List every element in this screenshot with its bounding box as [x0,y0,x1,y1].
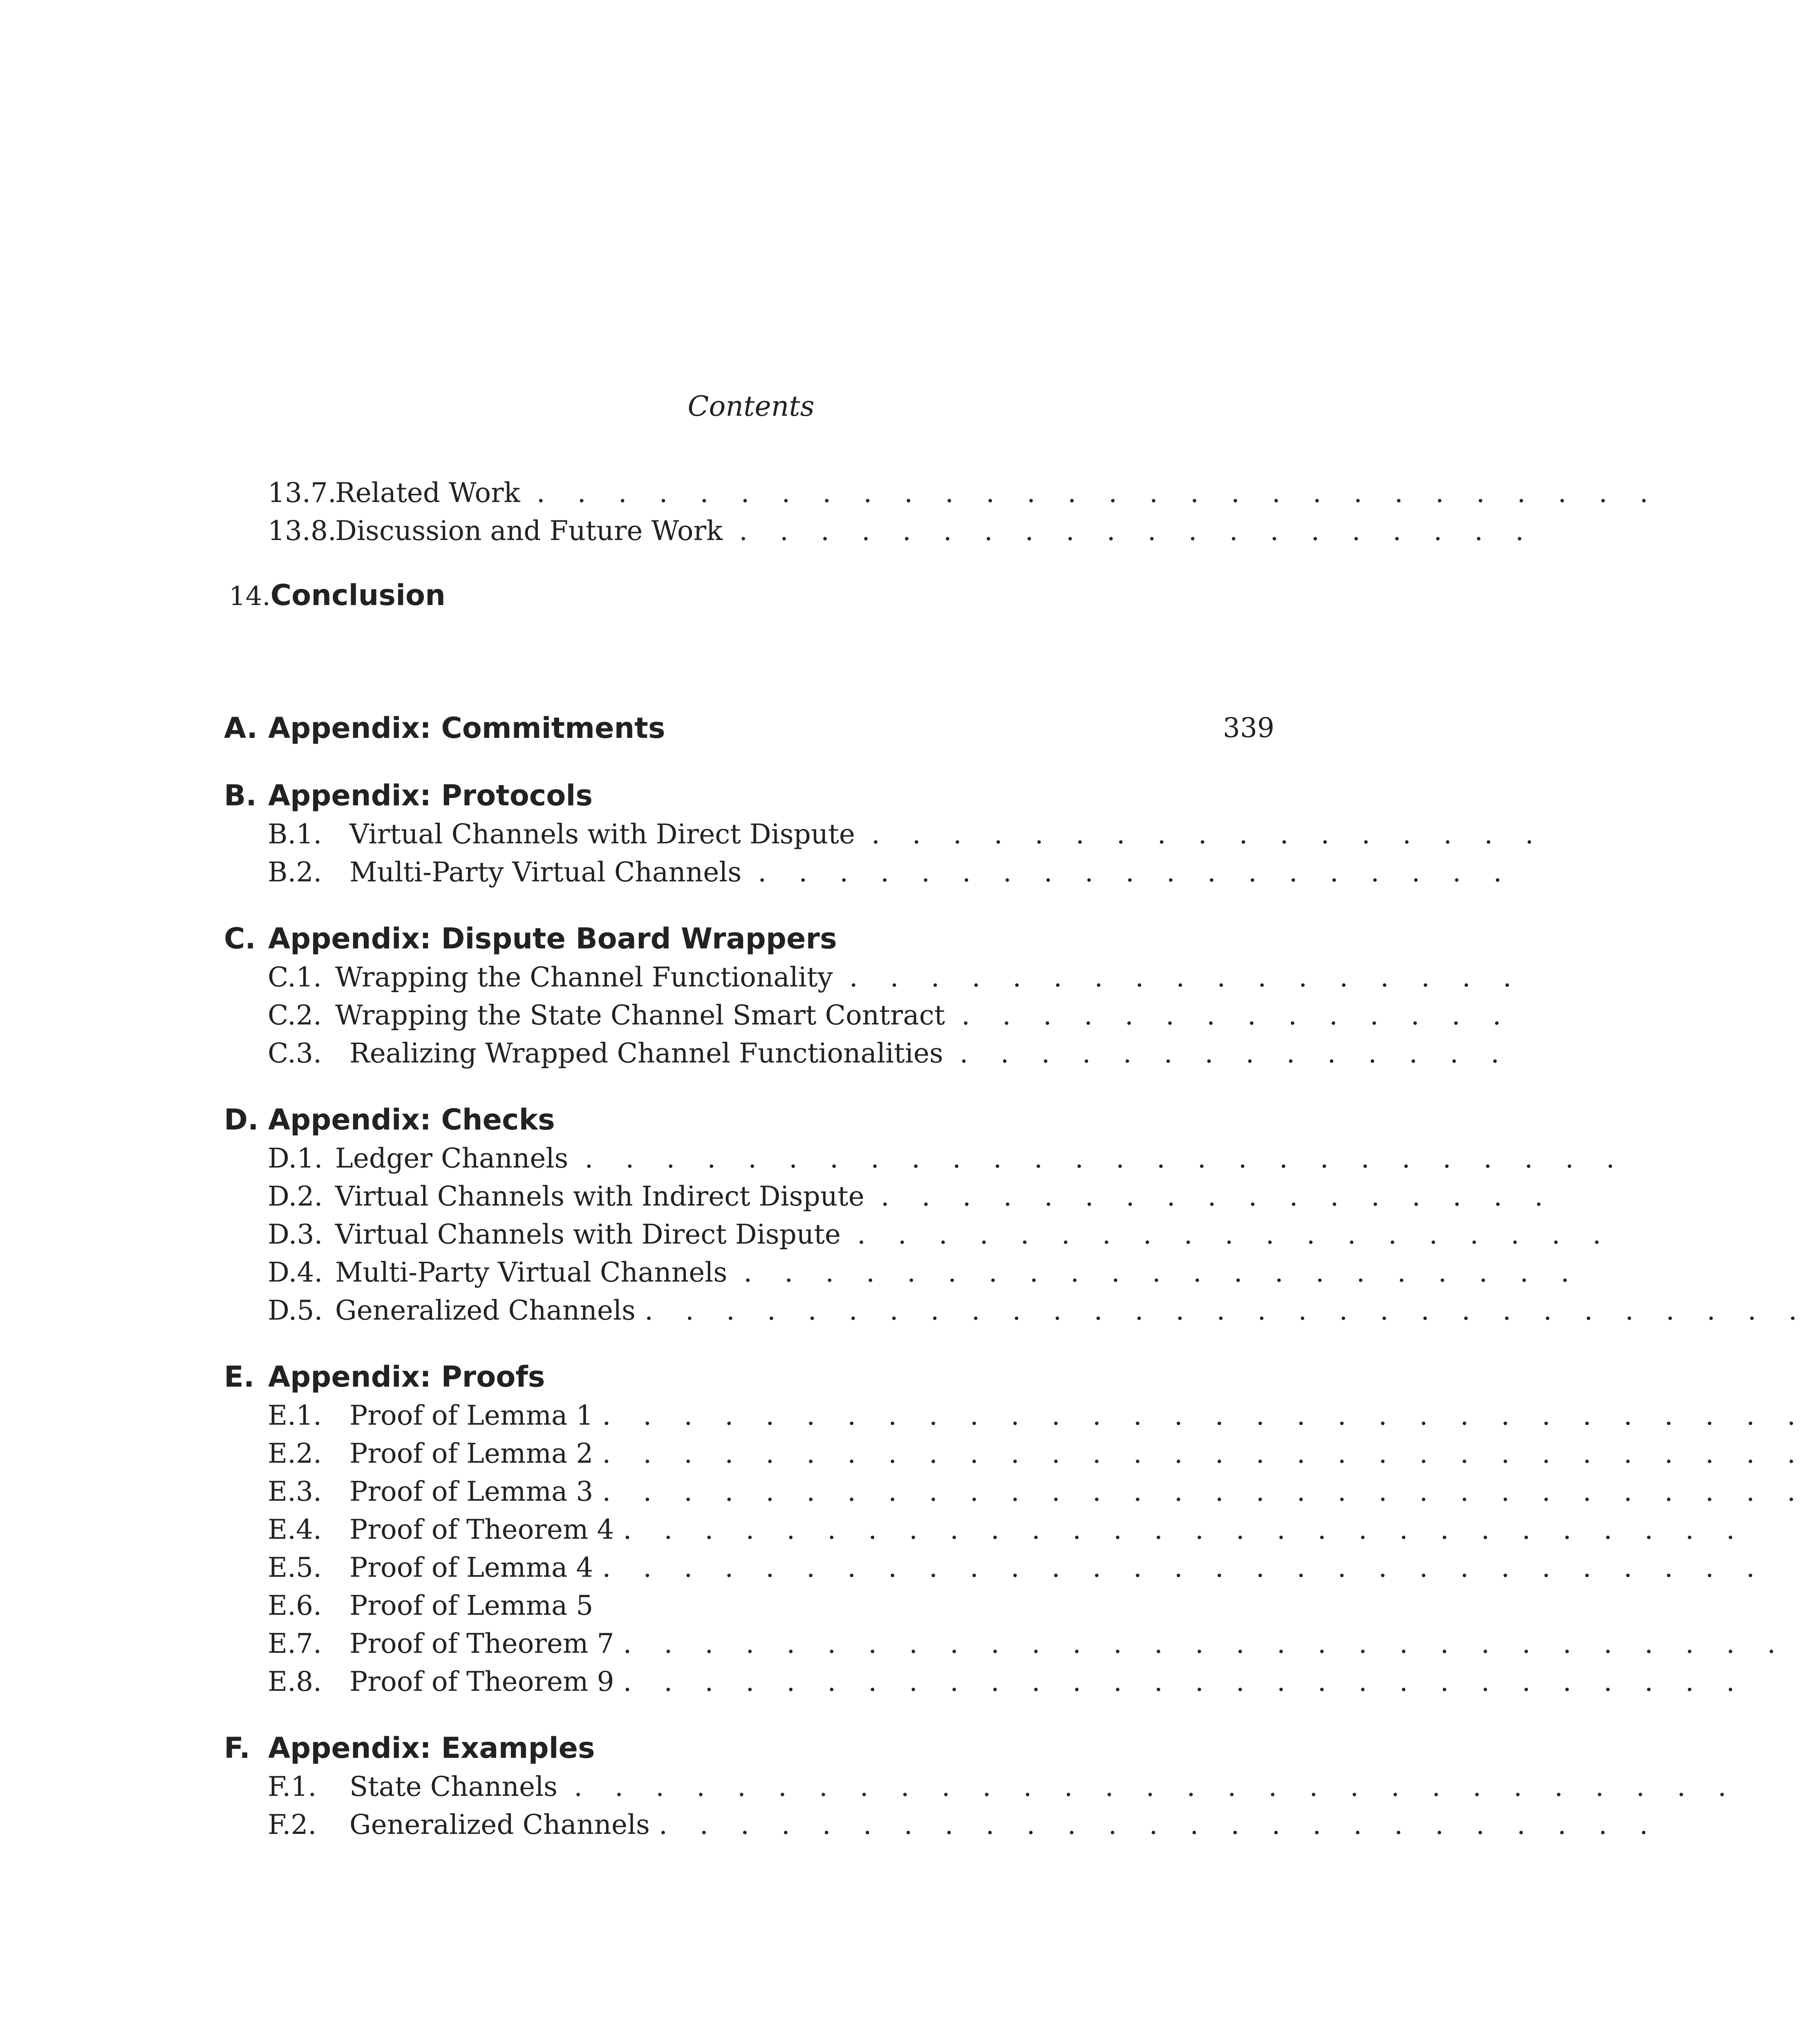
entry-number: 13.7. [268,477,336,509]
entry-number: C.2. [268,1000,322,1031]
leader-dots: . . . . . . . . . . . . . . . . . . . . . . . . . . . . . . [602,1476,1808,1507]
toc-appendix-b[interactable] [224,777,593,814]
appendix-letter: B. [224,779,257,812]
entry-title: Proof of Lemma 2 [349,1438,593,1469]
entry-number: D.4. [268,1257,323,1288]
leader-dots: . . . . . . . . . . . . . . . . . [871,818,1546,850]
entry-title: Virtual Channels with Direct Dispute [349,818,855,850]
entry-title: Proof of Theorem 9 [349,1666,614,1697]
appendix-title: Appendix: Checks [268,1103,555,1136]
entry-number: D.5. [268,1295,323,1326]
entry-number: E.6. [268,1590,322,1621]
toc-appendix-e[interactable] [224,1358,545,1396]
entry-number: F.1. [268,1771,317,1802]
entry-title: Discussion and Future Work [335,515,723,547]
chapter-number: 14. [229,581,271,612]
appendix-title: Appendix: Dispute Board Wrappers [268,922,837,955]
entry-number: B.1. [268,818,322,850]
entry-title: Multi-Party Virtual Channels [335,1257,728,1288]
leader-dots: . . . . . . . . . . . . . . . . . . . . . . . . . . . . [623,1666,1747,1697]
entry-title: State Channels [349,1771,558,1802]
running-header: Contents [687,390,815,423]
entry-title: Generalized Channels [335,1295,636,1326]
leader-dots: . . . . . . . . . . . . . . . . . . . . . . . . . . . . . [644,1295,1809,1326]
entry-title: Wrapping the Channel Functionality [335,961,833,993]
appendix-title: Appendix: Protocols [268,779,593,812]
entry-number: E.2. [268,1438,322,1469]
toc-entry-e-1[interactable] [268,1397,1807,1434]
entry-title: Virtual Channels with Direct Dispute [335,1219,841,1250]
leader-dots: . . . . . . . . . . . . . . . . . . . . . . . . . . . . . [602,1552,1767,1583]
appendix-letter: D. [224,1103,259,1136]
entry-title: Proof of Lemma 4 [349,1552,593,1583]
entry-title: Ledger Channels [335,1143,569,1174]
toc-entry-e-6[interactable] [268,1587,593,1625]
toc-entry-d-4[interactable] [268,1254,1581,1291]
entry-number: B.2. [268,856,322,888]
leader-dots: . . . . . . . . . . . . . . . . . . . . . . . . . . [584,1143,1627,1174]
entry-number: E.8. [268,1666,322,1697]
entry-number: E.1. [268,1400,322,1431]
toc-entry-e-4[interactable] [268,1511,1746,1549]
toc-entry-b-1[interactable] [268,816,1545,853]
toc-appendix-c[interactable] [224,920,837,957]
entry-number: 13.8. [268,515,336,547]
toc-entry-c-3[interactable] [268,1035,1511,1072]
leader-dots: . . . . . . . . . . . . . . . . . . . . . . . . . [658,1809,1660,1840]
toc-entry-e-3[interactable] [268,1473,1807,1511]
toc-entry-d-3[interactable] [268,1216,1613,1253]
toc-entry-f-1[interactable] [268,1768,1738,1806]
entry-title: Virtual Channels with Indirect Dispute [335,1181,864,1212]
leader-dots: . . . . . . . . . . . . . . . . . . . . . . . . . . . . . . [602,1400,1808,1431]
toc-entry-c-2[interactable] [268,997,1513,1034]
appendix-letter: C. [224,922,256,955]
toc-entry-e-5[interactable] [268,1549,1766,1587]
entry-number: E.7. [268,1628,322,1659]
appendix-letter: F. [224,1731,251,1765]
toc-entry-e-2[interactable] [268,1435,1807,1472]
appendix-letter: E. [224,1360,255,1394]
toc-entry-f-2[interactable] [268,1806,1660,1844]
leader-dots: . . . . . . . . . . . . . . . . . . . . [739,515,1536,547]
toc-appendix-f[interactable] [224,1729,595,1767]
toc-entry-e-7[interactable] [268,1625,1787,1663]
entry-number: E.3. [268,1476,322,1507]
entry-number: D.1. [268,1143,323,1174]
entry-title: Realizing Wrapped Channel Functionalities [349,1038,943,1069]
entry-number: C.3. [268,1038,322,1069]
entry-title: Proof of Theorem 4 [349,1514,614,1545]
chapter-title: Conclusion [270,578,446,612]
toc-entry-d-2[interactable] [268,1178,1555,1215]
appendix-letter: A. [224,711,258,745]
leader-dots: . . . . . . . . . . . . . . . . . . . . . . . . . . . . [536,477,1660,509]
appendix-title: Appendix: Examples [268,1731,595,1765]
entry-number: E.4. [268,1514,322,1545]
page-number: 339 [1223,712,1274,744]
leader-dots: . . . . . . . . . . . . . . . . . . . . . . . . . . . . . . [602,1438,1808,1469]
toc-appendix-d[interactable] [224,1101,555,1139]
entry-number: E.5. [268,1552,322,1583]
entry-title: Related Work [335,477,520,509]
toc-entry-e-8[interactable] [268,1663,1746,1701]
appendix-title: Appendix: Commitments [268,711,665,745]
toc-entry-d-5[interactable] [268,1292,1809,1329]
leader-dots: . . . . . . . . . . . . . . [959,1038,1511,1069]
leader-dots: . . . . . . . . . . . . . . . . . [849,961,1524,993]
entry-title: Proof of Lemma 1 [349,1400,593,1431]
leader-dots: . . . . . . . . . . . . . . . . . . . [857,1219,1613,1250]
entry-title: Generalized Channels [349,1809,650,1840]
entry-title: Proof of Theorem 7 [349,1628,614,1659]
toc-entry-c-1[interactable] [268,959,1523,996]
toc-entry-13-7[interactable] [268,474,1660,512]
appendix-title: Appendix: Proofs [268,1360,545,1394]
leader-dots: . . . . . . . . . . . . . . [961,1000,1513,1031]
toc-chapter-14[interactable] [229,576,446,614]
entry-title: Multi-Party Virtual Channels [349,856,742,888]
entry-title: Proof of Lemma 3 [349,1476,593,1507]
toc-entry-b-2[interactable] [268,854,1514,891]
entry-title: Proof of Lemma 5 [349,1590,593,1621]
leader-dots: . . . . . . . . . . . . . . . . . . . . . . . . . . . . . [623,1628,1788,1659]
entry-number: D.3. [268,1219,323,1250]
entry-number: C.1. [268,961,322,993]
entry-number: F.2. [268,1809,317,1840]
toc-entry-d-1[interactable] [268,1140,1626,1177]
leader-dots: . . . . . . . . . . . . . . . . . . . . . [743,1257,1581,1288]
toc-appendix-a[interactable] [224,709,1274,747]
leader-dots: . . . . . . . . . . . . . . . . . [880,1181,1555,1212]
leader-dots: . . . . . . . . . . . . . . . . . . . . . . . . . . . . . [574,1771,1738,1802]
entry-number: D.2. [268,1181,323,1212]
entry-title: Wrapping the State Channel Smart Contract [335,1000,945,1031]
toc-entry-13-8[interactable] [268,512,1536,550]
leader-dots: . . . . . . . . . . . . . . . . . . . . . . . . . . . . [623,1514,1747,1545]
leader-dots: . . . . . . . . . . . . . . . . . . . [758,856,1514,888]
